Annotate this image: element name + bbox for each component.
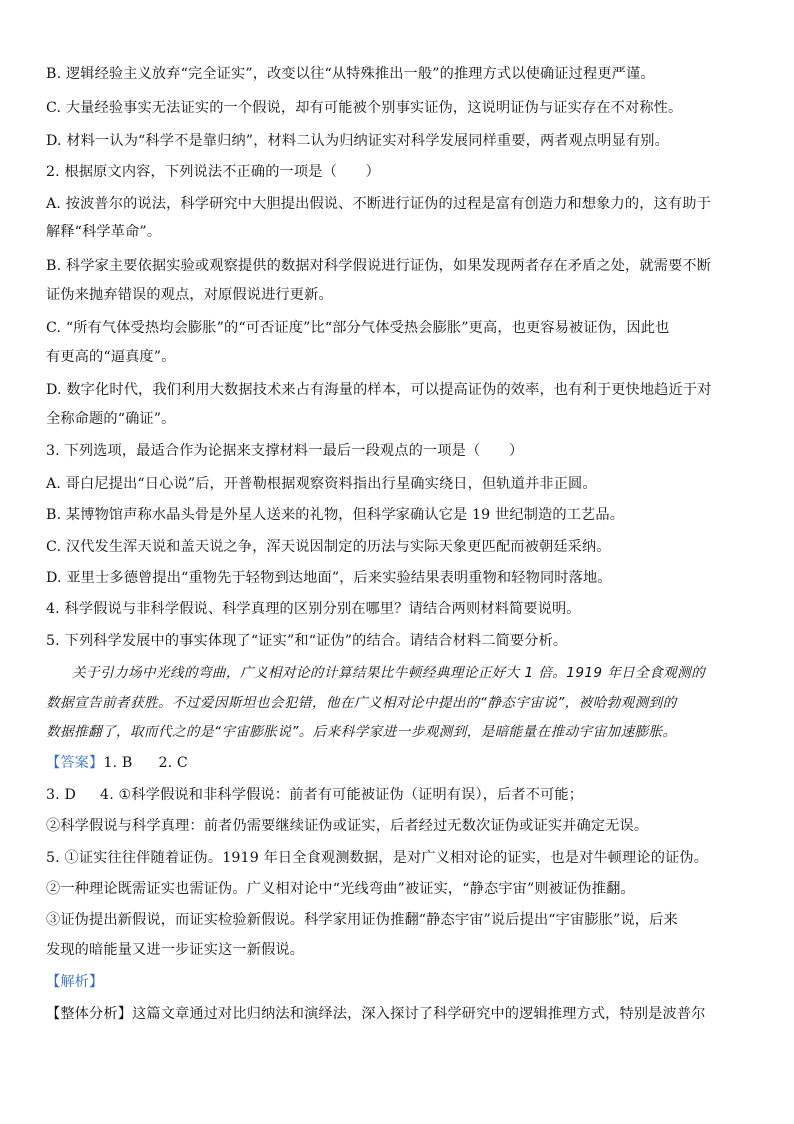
answer-4-line2: ②科学假说与科学真理：前者仍需要继续证伪或证实，后者经过无数次证伪或证实并确定无误。 [46, 818, 649, 834]
q2-option-b-line2: 证伪来抛弃错误的观点，对原假说进行更新。 [46, 287, 333, 303]
q3-option-d: D. 亚里士多德曾提出“重物先于轻物到达地面”，后来实验结果表明重物和轻物同时落地。 [46, 570, 612, 586]
analysis-tag: 【解析】 [46, 974, 104, 990]
q2-option-a-line2: 解释“科学革命”。 [46, 224, 162, 240]
overall-analysis-line [46, 1004, 748, 1024]
answer-5-line2: ②一种理论既需证实也需证伪。广义相对论中“光线弯曲”被证实，“静态宇宙”则被证伪推翻。 [46, 881, 635, 897]
q5-passage-line2: 数据宣告前者获胜。不过爱因斯坦也会犯错，他在广义相对论中提出的“静态宇宙说”，被哈勃观测到的 [46, 695, 677, 711]
q1-option-c: C. 大量经验事实无法证实的一个假说，却有可能被个别事实证伪，这说明证伪与证实存在不对称性。 [46, 100, 683, 116]
q3-stem: 3. 下列选项，最适合作为论据来支撑材料一最后一段观点的一项是（ ） [46, 443, 524, 459]
q3-option-a: A. 哥白尼提出“日心说”后，开普勒根据观察资料指出行星确实绕日，但轨道并非正圆。 [46, 476, 597, 492]
q2-option-d-line1: D. 数字化时代，我们利用大数据技术来占有海量的样本，可以提高证伪的效率，也有利于更快地趋近于对 [46, 382, 712, 398]
answer-line [46, 753, 748, 773]
q5-passage-line3: 数据推翻了，取而代之的是“宇宙膨胀说”。后来科学家进一步观测到，是暗能量在推动宇宙加速膨胀。 [46, 724, 677, 740]
q3-option-c: C. 汉代发生浑天说和盖天说之争，浑天说因制定的历法与实际天象更匹配而被朝廷采纳。 [46, 539, 611, 555]
q1-option-d: D. 材料一认为“科学不是靠归纳”，材料二认为归纳证实对科学发展同样重要，两者观点明显有别。 [46, 133, 669, 149]
q1-option-b: B. 逻辑经验主义放弃“完全证实”，改变以往“从特殊推出一般”的推理方式以使确证过程更严谨。 [46, 66, 655, 82]
answer-3-4-line [46, 785, 748, 805]
answer-1: 1. B [103, 755, 133, 771]
q2-option-a-line1: A. 按波普尔的说法，科学研究中大胆提出假说、不断进行证伪的过程是富有创造力和想象力的，这有助于 [46, 196, 711, 212]
answer-2: 2. C [158, 755, 188, 771]
q2-stem: 2. 根据原文内容，下列说法不正确的一项是（ ） [46, 164, 380, 180]
answer-3: 3. D [46, 787, 77, 803]
answer-5-line3: ③证伪提出新假说，而证实检验新假说。科学家用证伪推翻“静态宇宙”说后提出“宇宙膨胀”说，后来 [46, 912, 678, 928]
q2-option-c-line2: 有更高的“逼真度”。 [46, 349, 176, 365]
q5-passage-line1: 关于引力场中光线的弯曲，广义相对论的计算结果比牛顿经典理论正好大 1 倍。1919 年日全食观测的 [72, 665, 706, 681]
overall-analysis-tag: 【整体分析】 [46, 1006, 133, 1022]
q2-option-d-line2: 全称命题的“确证”。 [46, 411, 176, 427]
q2-option-c-line1: C. “所有气体受热均会膨胀”的“可否证度”比“部分气体受热会膨胀”更高，也更容易被证伪，因此也 [46, 320, 670, 336]
q4-stem: 4. 科学假说与非科学假说、科学真理的区别分别在哪里？请结合两则材料简要说明。 [46, 601, 581, 617]
q3-option-b: B. 某博物馆声称水晶头骨是外星人送来的礼物，但科学家确认它是 19 世纪制造的工艺品。 [46, 507, 625, 523]
answer-4-line1: 4. ①科学假说和非科学假说：前者有可能被证伪（证明有误），后者不可能； [100, 787, 584, 803]
overall-analysis-text: 这篇文章通过对比归纳法和演绎法，深入探讨了科学研究中的逻辑推理方式，特别是波普尔 [132, 1006, 706, 1022]
answer-5-line4: 发现的暗能量又进一步证实这一新假说。 [46, 942, 305, 958]
answer-5-line1: 5. ①证实往往伴随着证伪。1919 年日全食观测数据，是对广义相对论的证实，也是对牛顿理论的证伪。 [46, 850, 709, 866]
q2-option-b-line1: B. 科学家主要依据实验或观察提供的数据对科学假说进行证伪，如果发现两者存在矛盾之处，就需要不断 [46, 258, 712, 274]
q5-stem: 5. 下列科学发展中的事实体现了“证实”和“证伪”的结合。请结合材料二简要分析。 [46, 633, 568, 649]
answer-tag: 【答案】 [46, 755, 104, 771]
